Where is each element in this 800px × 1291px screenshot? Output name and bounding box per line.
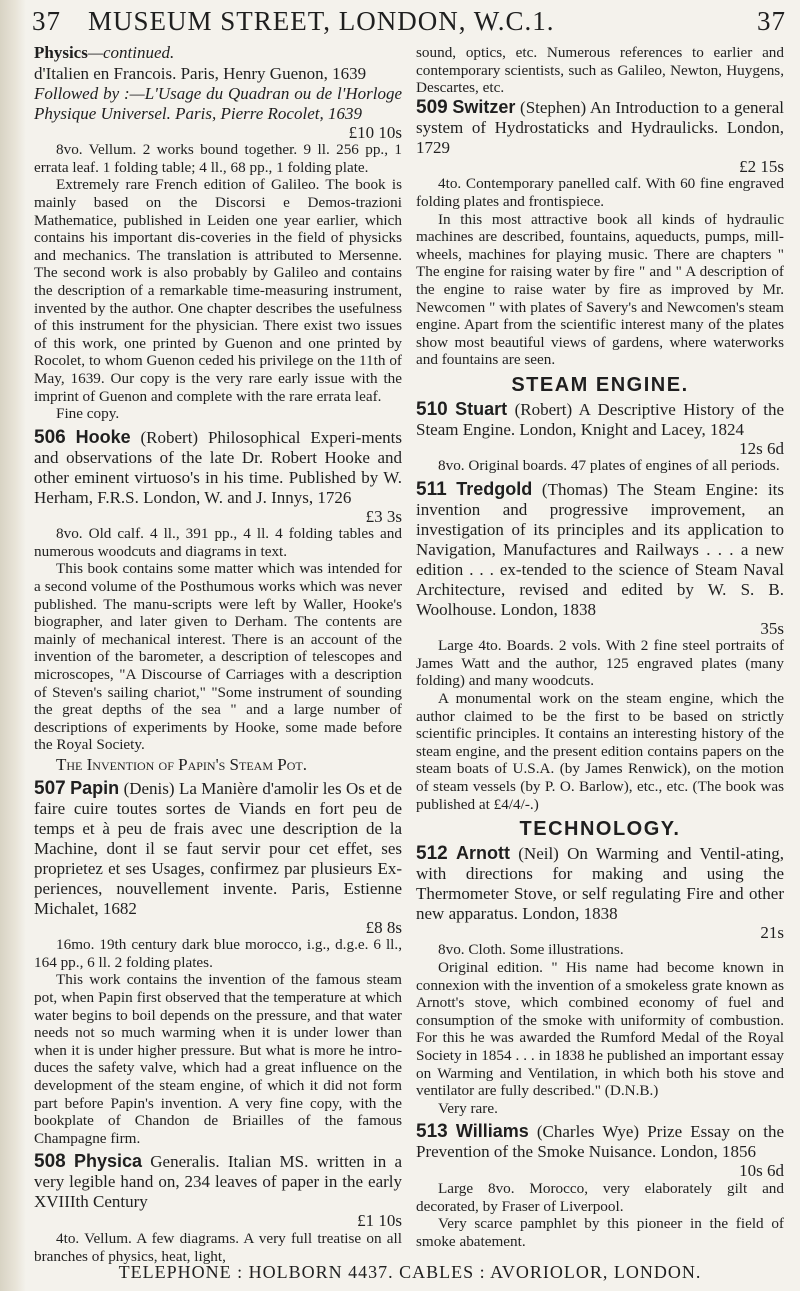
entry-description: This work contains the invention of the famous steam pot, when Papin first observed that the temperature at which water begins to boil depends on the pressure, and that water needs not so much warming when it is under lower than when it is under higher pressure. But what is more he intro-duces the safety valve, which had a great influence on the development of the steam engine, of which it did not form part before Papin's invention. A very fine copy, with the bookplate of Chandon de Briailles of the famous Champagne firm. [34,971,402,1147]
entry-price: £10 10s [348,122,402,142]
entry-description: A monumental work on the steam engine, which the author claimed to be the first to be based on strictly scientific principles. It contains an interesting history of the steam engine, and the present edition contains papers on the steam boats of U.S.A. (by James Renwick), on the motion of steam vessels (by P. O. Barlow), etc., etc. (The book was published at £4/4/-.) [416,690,784,813]
entry-subheading: The Invention of Papin's Steam Pot. [56,755,307,774]
lot-number: 510 [416,398,448,420]
entry-price: £2 15s [739,156,784,176]
lot-number: 507 [34,777,66,799]
entry-price: 21s [760,922,784,942]
entry-title: (Robert) A Descriptive History of the Steam Engine. London, Knight and Lacey, 1824 [416,399,785,439]
page-edge-shadow [0,0,26,1291]
entry-title: (Neil) On Warming and Ventil-ating, with directions for making and using the Thermometer Stove, or self regulating Fire and other new apparatus. London, 1838 [416,843,785,923]
catalogue-page [30,0,790,1291]
entry-508 [34,1151,402,1265]
entry-title: (Denis) La Manière d'amolir les Os et de faire cuire toutes sortes de Viands en fort peu de temps et à peu de frais avec une description de la Machine, dont il se faut servir pour cet effet, ses proprietez et ses Usages, confirmez par plusieurs Ex-periences, nouvellement invente. Paris, Estienne Michalet, 1682 [34,778,403,918]
entry-description: Very scarce pamphlet by this pioneer in the field of smoke abatement. [416,1215,784,1250]
lot-number: 513 [416,1121,448,1143]
right-column [416,44,784,1254]
entry-note: Very rare. [438,1099,498,1117]
author-name: Switzer [452,96,516,117]
entry-format: 16mo. 19th century dark blue morocco, i.g., d.g.e. 6 ll., 164 pp., 6 ll. 2 folding plates. [34,936,402,971]
entry-price: £8 8s [365,917,402,937]
lot-number: 508 [34,1151,66,1173]
entry-title: d'Italien en Francois. Paris, Henry Guenon, 1639 [34,63,367,83]
author-name: Arnott [455,842,510,863]
entry-description: Extremely rare French edition of Galileo. The book is mainly based on the Discorsi e Demos-trazioni Mathematice, published in Leiden one year earlier, which contains his important dis-coveries in the field of physicks and mechanics. The translation is attributed to Mersenne. The second work is also probably by Galileo and contains the description of a remarkable time-measuring instrument, invented by the author. One chapter describes the usefulness of this instrument for the physician. There exist two issues of this work, one printed by Guenon and one printed by Rocolet, to whom Guenon ceded his privilege on the 11th of May, 1639. Our copy is the very rare early issue with the imprint of Guenon and complete with the rare errata leaf. [34,176,402,405]
entry-description-continued: sound, optics, etc. Numerous references to earlier and contemporary scientists, such as Galileo, Newton, Huygens, Descartes, etc. [416,44,784,97]
entry-heading [34,1151,402,1212]
entry-price: 12s 6d [739,438,784,458]
lot-number: 509 [416,96,448,118]
entry-506 [34,427,402,774]
lot-number: 512 [416,842,448,864]
page-footer: TELEPHONE : HOLBORN 4437. CABLES : AVORIOLOR, LONDON. [118,1262,702,1282]
entry-format: 8vo. Original boards. 47 plates of engines of all periods. [438,457,780,475]
entry-507 [34,778,402,1148]
entry-510 [416,399,784,475]
entry-format: 4to. Contemporary panelled calf. With 60 fine engraved folding plates and frontispiece. [416,175,784,210]
entry-511 [416,479,784,814]
lot-number: 506 [34,426,66,448]
entry-continued [34,64,402,423]
page-number-right: 37 [757,6,786,36]
entry-title: (Charles Wye) Prize Essay on the Prevention of the Smoke Nuisance. London, 1856 [416,1122,785,1162]
running-header [30,6,790,36]
entry-format: Large 8vo. Morocco, very elaborately gilt and decorated, by Fraser of Liverpool. [416,1179,784,1215]
lot-number: 511 [416,478,447,500]
author-name: Physica [73,1151,142,1172]
entry-description: This book contains some matter which was intended for a second volume of the Posthumous works which was never published. The manu-scripts were left by Waller, Hooke's biographer, and later given to Derham. The contents are mainly of mechanical interest. There is an account of the invention of the barometer, a description of telescopes and microscopes, "A Discourse of Carriages with a description of Steven's sailing chariot," "Some instrument of sounding the great depths of the sea " and a large number of descriptions of experiments by Hooke, some made before the Royal Society. [34,560,402,754]
author-name: Williams [455,1121,529,1142]
entry-note: Fine copy. [56,405,120,423]
entry-followed-by: Followed by :—L'Usage du Quadran ou de l'Horloge Physique Universel. Paris, Pierre Rocolet, 1639 [34,83,402,123]
section-continued-label: —continued. [87,43,175,62]
subheading-technology: TECHNOLOGY. [519,818,681,841]
entry-format: 4to. Vellum. A few diagrams. A very full treatise on all branches of physics, heat, light, [34,1229,402,1265]
entry-heading [34,427,402,508]
entry-format: 8vo. Cloth. Some illustrations. [438,941,624,959]
header-title: MUSEUM STREET, LONDON, W.C.1. [88,6,555,36]
entry-price: £1 10s [357,1211,402,1231]
section-heading-continued [34,44,402,62]
subheading-steam-engine: STEAM ENGINE. [511,373,689,396]
left-column [34,44,402,1269]
entry-title: Generalis. Italian MS. written in a very legible hand on, 234 leaves of paper in the early XVIIIth Century [34,1152,403,1212]
entry-format: 8vo. Vellum. 2 works bound together. 9 ll. 256 pp., 1 errata leaf. 1 folding table; 4 ll., 68 pp., 1 folding plate. [34,141,402,176]
entry-heading [416,399,784,440]
entry-heading [416,97,784,158]
entry-price: £3 3s [365,506,402,526]
entry-512 [416,843,784,1118]
entry-format: Large 4to. Boards. 2 vols. With 2 fine steel portraits of James Watt and the author, 125 engraved plates (many folding) and many woodcuts. [416,637,784,690]
entry-title: (Thomas) The Steam Engine: its invention and progressive improvement, an investigation of its principles and its application to Navigation, Manufactures and Railways . . . a new edition . . . ex-tended to the science of Steam Naval Architecture, revised and edited by W. S. B. Woolhouse. London, 1838 [416,479,785,619]
entry-509 [416,97,784,369]
page-number-left: 37 [32,6,61,36]
entry-heading [416,1121,784,1162]
entry-price: 10s 6d [739,1161,784,1181]
entry-title: (Robert) Philosophical Experi-ments and observations of the late Dr. Robert Hooke and other eminent virtuoso's in his time. Published by W. Herham, F.R.S. London, W. and J. Innys, 1726 [34,427,403,507]
entry-description: Original edition. " His name had become known in connexion with the invention of a smokeless grate known as Arnott's stove, which combined economy of fuel and consumption of the smoke with uniformity of combustion. For this he was awarded the Rumford Medal of the Royal Society in 1854 . . . in 1838 he published an important essay on Warming and Ventilation, in which both his stove and ventilator are fully described." (D.N.B.) [416,959,784,1100]
author-name: Stuart [455,398,508,419]
entry-heading [416,843,784,924]
entry-title: (Stephen) An Introduction to a general system of Hydrostaticks and Hydraulicks. London, 1729 [416,97,785,157]
author-name: Papin [70,777,120,798]
entry-format: 8vo. Old calf. 4 ll., 391 pp., 4 ll. 4 folding tables and numerous woodcuts and diagrams in text. [34,525,402,560]
entry-heading [416,479,784,620]
section-name: Physics [34,43,88,62]
author-name: Hooke [75,426,131,447]
entry-price: 35s [760,618,784,638]
entry-heading [34,778,402,919]
entry-513 [416,1121,784,1250]
author-name: Tredgold [456,478,533,499]
entry-description: In this most attractive book all kinds of hydraulic machines are described, fountains, aqueducts, pumps, mill-wheels, machines for playing music. There are chapters " The engine for raising water by fire " and " A description of the engine to raise water by fire as improved by Mr. Newcomen " with plates of Savery's and Newcomen's steam engine. Apart from the scientific interest many of the plates show most beautiful views of gardens, where waterworks and fountains are seen. [416,210,784,369]
